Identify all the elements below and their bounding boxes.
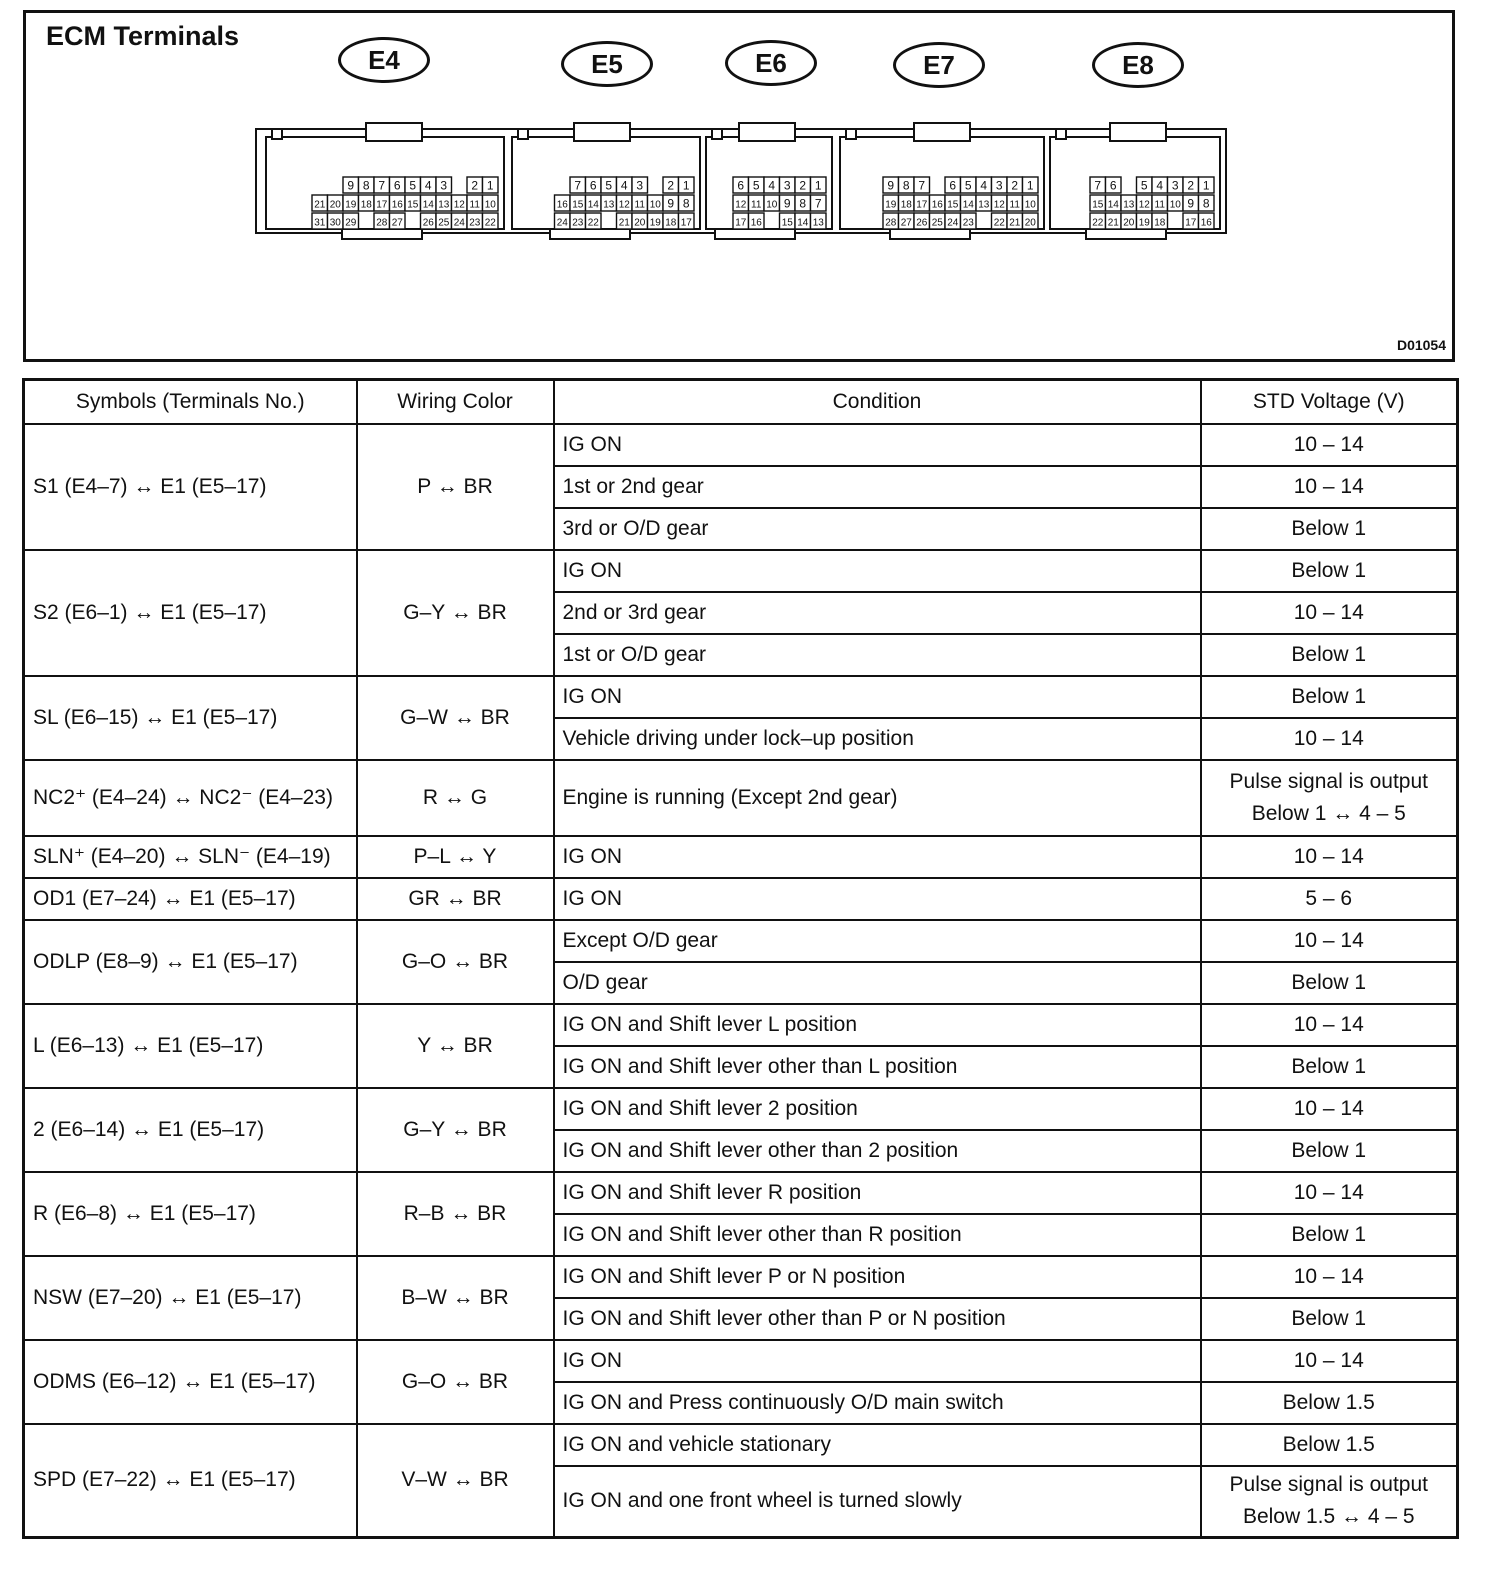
connector-e4-pin-number: 10: [484, 199, 496, 211]
connector-e5-pin-number: 24: [556, 217, 568, 229]
connector-e6-pin-number: 4: [768, 178, 776, 193]
condition-cell: IG ON and Press continuously O/D main switch: [554, 1382, 1201, 1424]
std-voltage-cell: [1201, 424, 1458, 466]
condition-cell: O/D gear: [554, 962, 1201, 1004]
condition-cell: IG ON and Shift lever R position: [554, 1172, 1201, 1214]
connector-e5-pin-number: 17: [680, 217, 692, 229]
voltage-line: Below 1: [1291, 970, 1367, 994]
connector-e8-pin-number: 14: [1107, 199, 1119, 211]
connector-e4-pin-number: 17: [376, 199, 388, 211]
connector-e4-pin-number: 20: [329, 199, 341, 211]
connector-e4-pin-number: 2: [471, 178, 479, 193]
voltage-line: 10 – 14: [1293, 474, 1364, 498]
connector-e4-pin-number: 8: [362, 178, 370, 193]
condition-cell: IG ON and Shift lever P or N position: [554, 1256, 1201, 1298]
terminal-symbol-cell: SL (E6–15) ↔ E1 (E5–17): [24, 676, 357, 760]
std-voltage-cell: [1201, 1130, 1458, 1172]
connector-e4-pin-number: 26: [422, 217, 434, 229]
connector-e6-latch: [739, 123, 795, 141]
connector-e8-pin-number: 3: [1171, 178, 1179, 193]
terminal-symbol-cell: 2 (E6–14) ↔ E1 (E5–17): [24, 1088, 357, 1172]
connector-e4-pin-number: 3: [440, 178, 448, 193]
connector-e8-pin-number: 16: [1200, 217, 1212, 229]
connector-e7-pin-number: 14: [962, 199, 974, 211]
wiring-color-cell: GR ↔ BR: [357, 878, 554, 920]
std-voltage-cell: [1201, 592, 1458, 634]
wiring-color-cell: R–B ↔ BR: [357, 1172, 554, 1256]
terminal-symbol-cell: L (E6–13) ↔ E1 (E5–17): [24, 1004, 357, 1088]
connector-e6-pin-number: 14: [797, 217, 809, 229]
table-row: [24, 760, 1458, 836]
connector-e5-pin-number: 22: [587, 217, 599, 229]
condition-cell: IG ON and vehicle stationary: [554, 1424, 1201, 1466]
connector-e7-pin-number: 23: [962, 217, 974, 229]
connector-e8-pin-number: 21: [1107, 217, 1119, 229]
condition-cell: IG ON: [554, 424, 1201, 466]
connector-e8-pin-number: 9: [1187, 196, 1195, 211]
wiring-color-cell: G–W ↔ BR: [357, 676, 554, 760]
connector-e8-pin-number: 18: [1154, 217, 1166, 229]
connector-e4-pin-number: 28: [376, 217, 388, 229]
connector-e7-pin-number: 12: [993, 199, 1005, 211]
connector-e8-pin-number: 8: [1202, 196, 1210, 211]
header-std-voltage: STD Voltage (V): [1201, 380, 1458, 424]
std-voltage-cell: [1201, 1214, 1458, 1256]
connector-e4-pin-number: 25: [438, 217, 450, 229]
connector-e6-pin-number: 11: [751, 199, 762, 211]
std-voltage-cell: [1201, 1046, 1458, 1088]
connector-e6-pin-number: 9: [783, 196, 791, 211]
connector-e5-pin-number: 1: [682, 178, 690, 193]
connector-e6-pin-number: 3: [783, 178, 791, 193]
std-voltage-cell: [1201, 676, 1458, 718]
voltage-line: 5 – 6: [1305, 886, 1353, 910]
connector-e5-pin-number: 5: [605, 178, 613, 193]
connector-e6-pin-number: 17: [735, 217, 747, 229]
connector-e7-pin-number: 8: [902, 178, 910, 193]
table-row: [24, 1172, 1458, 1214]
std-voltage-cell: [1201, 962, 1458, 1004]
terminal-spec-table: [22, 378, 1459, 1539]
terminal-symbol-cell: SLN⁺ (E4–20) ↔ SLN⁻ (E4–19): [24, 836, 357, 878]
connector-e4-key: [272, 129, 282, 139]
connector-e8-key: [1056, 129, 1066, 139]
header-wiring-color: Wiring Color: [357, 380, 554, 424]
condition-cell: 3rd or O/D gear: [554, 508, 1201, 550]
terminal-symbol-cell: NC2⁺ (E4–24) ↔ NC2⁻ (E4–23): [24, 760, 357, 836]
connector-e8-pin-number: 12: [1138, 199, 1150, 211]
connector-e6-pin-number: 10: [766, 199, 778, 211]
connector-e5-pin-number: 15: [572, 199, 584, 211]
connector-e6-foot: [715, 229, 795, 239]
connector-e8-pin-number: 11: [1154, 199, 1165, 211]
voltage-line: Below 1: [1291, 1306, 1367, 1330]
voltage-line: 10 – 14: [1293, 600, 1364, 624]
terminal-symbol-cell: SPD (E7–22) ↔ E1 (E5–17): [24, 1424, 357, 1538]
std-voltage-cell: [1201, 718, 1458, 760]
std-voltage-cell: [1201, 508, 1458, 550]
wiring-color-cell: G–O ↔ BR: [357, 920, 554, 1004]
connector-e7-pin-number: 26: [916, 217, 928, 229]
connector-e4-pin-number: 29: [345, 217, 357, 229]
terminal-symbol-cell: NSW (E7–20) ↔ E1 (E5–17): [24, 1256, 357, 1340]
condition-cell: Vehicle driving under lock–up position: [554, 718, 1201, 760]
connector-e4-pin-number: 5: [409, 178, 417, 193]
connector-e7-pin-number: 2: [1011, 178, 1019, 193]
std-voltage-cell: [1201, 1340, 1458, 1382]
condition-cell: 1st or 2nd gear: [554, 466, 1201, 508]
diagram-title: ECM Terminals: [46, 21, 240, 51]
table-row: [24, 1004, 1458, 1046]
connector-e4-pin-number: 23: [469, 217, 481, 229]
table-row: [24, 920, 1458, 962]
connector-e7-pin-number: 5: [964, 178, 972, 193]
connector-e7-pin-number: 11: [1009, 199, 1020, 211]
voltage-line: Below 1: [1291, 516, 1367, 540]
connector-e7-pin-number: 27: [900, 217, 912, 229]
connector-e4-pin-number: 1: [486, 178, 494, 193]
voltage-line: Below 1.5: [1282, 1432, 1375, 1456]
connector-e5-pin-number: 13: [603, 199, 615, 211]
connector-e7-pin-number: 13: [978, 199, 990, 211]
std-voltage-cell: [1201, 550, 1458, 592]
connector-e8-pin-number: 15: [1092, 199, 1104, 211]
table-row: [24, 676, 1458, 718]
wiring-color-cell: G–O ↔ BR: [357, 1340, 554, 1424]
condition-cell: IG ON: [554, 1340, 1201, 1382]
std-voltage-cell: [1201, 1382, 1458, 1424]
connector-e5-pin-number: 4: [620, 178, 628, 193]
connector-e6-pin-number: 2: [799, 178, 807, 193]
wiring-color-cell: Y ↔ BR: [357, 1004, 554, 1088]
std-voltage-cell: [1201, 1172, 1458, 1214]
table-row: [24, 550, 1458, 592]
std-voltage-cell: [1201, 1466, 1458, 1538]
table-body: [24, 424, 1458, 1538]
voltage-line: Pulse signal is output: [1229, 769, 1428, 793]
voltage-line-2: Below 1.5 ↔ 4 – 5: [1242, 1505, 1415, 1529]
connector-e4-pin-number: 12: [453, 199, 465, 211]
std-voltage-cell: [1201, 760, 1458, 836]
connector-e4-pin-number: 30: [329, 217, 341, 229]
voltage-line: 10 – 14: [1293, 1180, 1364, 1204]
table-row: [24, 424, 1458, 466]
connector-e8-pin-number: 2: [1187, 178, 1195, 193]
wiring-color-cell: V–W ↔ BR: [357, 1424, 554, 1538]
connector-e5-pin-number: 3: [636, 178, 644, 193]
condition-cell: IG ON and Shift lever other than R position: [554, 1214, 1201, 1256]
connector-label-e5: E5: [561, 41, 653, 87]
connector-e7-pin-number: 10: [1024, 199, 1036, 211]
connector-e5-pin-number: 20: [634, 217, 646, 229]
connector-e6-pin-number: 5: [752, 178, 760, 193]
connector-e5-pin-number: 12: [618, 199, 630, 211]
connector-e4-pin-number: 31: [314, 217, 326, 229]
std-voltage-cell: [1201, 1424, 1458, 1466]
connector-label-e8: E8: [1092, 42, 1184, 88]
connector-e8-foot: [1086, 229, 1166, 239]
wiring-color-cell: R ↔ G: [357, 760, 554, 836]
voltage-line: Below 1.5: [1282, 1390, 1375, 1414]
ecm-terminal-diagram: [23, 10, 1455, 362]
connector-e8-pin-number: 7: [1094, 178, 1102, 193]
connector-e5-key: [518, 129, 528, 139]
connector-e7-pin-number: 6: [949, 178, 957, 193]
condition-cell: Engine is running (Except 2nd gear): [554, 760, 1201, 836]
connector-e7-pin-number: 17: [916, 199, 928, 211]
connector-e4-pin-number: 6: [393, 178, 401, 193]
std-voltage-cell: [1201, 466, 1458, 508]
terminal-symbol-cell: ODMS (E6–12) ↔ E1 (E5–17): [24, 1340, 357, 1424]
connector-e5-pin-number: 14: [587, 199, 599, 211]
table-row: [24, 1424, 1458, 1466]
connector-e4-pin-number: 15: [407, 199, 419, 211]
std-voltage-cell: [1201, 920, 1458, 962]
wiring-color-cell: G–Y ↔ BR: [357, 550, 554, 676]
voltage-line: Below 1: [1291, 684, 1367, 708]
connector-e5-pin-number: 6: [589, 178, 597, 193]
voltage-line: 10 – 14: [1293, 844, 1364, 868]
connector-e5-pin-number: 11: [634, 199, 645, 211]
table-header-row: [24, 380, 1458, 424]
condition-cell: IG ON and Shift lever other than L position: [554, 1046, 1201, 1088]
table-row: [24, 878, 1458, 920]
wiring-color-cell: G–Y ↔ BR: [357, 1088, 554, 1172]
connector-e5-pin-number: 19: [649, 217, 661, 229]
connector-e4-pin-number: 19: [345, 199, 357, 211]
connector-e6-pin-number: 13: [812, 217, 824, 229]
voltage-line: 10 – 14: [1293, 726, 1364, 750]
ecm-connector-drawing: [254, 121, 1230, 257]
connector-e4-foot: [342, 229, 422, 239]
voltage-line: 10 – 14: [1293, 432, 1364, 456]
connector-e6-pin-number: 15: [781, 217, 793, 229]
connector-e6-pin-number: 8: [799, 196, 807, 211]
connector-e6-pin-number: 1: [814, 178, 822, 193]
terminal-symbol-cell: S2 (E6–1) ↔ E1 (E5–17): [24, 550, 357, 676]
voltage-line: Pulse signal is output: [1229, 1473, 1428, 1497]
connector-e4-pin-number: 4: [424, 178, 432, 193]
connector-e8-pin-number: 19: [1138, 217, 1150, 229]
connector-e5-pin-number: 7: [574, 178, 582, 193]
condition-cell: IG ON and Shift lever 2 position: [554, 1088, 1201, 1130]
connector-e8-pin-number: 10: [1169, 199, 1181, 211]
connector-e7-pin-number: 7: [918, 178, 926, 193]
voltage-line: Below 1: [1291, 1054, 1367, 1078]
voltage-line: Below 1: [1291, 1138, 1367, 1162]
terminal-symbol-cell: OD1 (E7–24) ↔ E1 (E5–17): [24, 878, 357, 920]
voltage-line: 10 – 14: [1293, 1264, 1364, 1288]
connector-e5-pin-number: 18: [665, 217, 677, 229]
std-voltage-cell: [1201, 878, 1458, 920]
connector-e8-pin-number: 5: [1140, 178, 1148, 193]
connector-e4-pin-number: 24: [453, 217, 465, 229]
terminal-symbol-cell: R (E6–8) ↔ E1 (E5–17): [24, 1172, 357, 1256]
condition-cell: IG ON: [554, 878, 1201, 920]
connector-e7-pin-number: 16: [931, 199, 943, 211]
connector-e8-latch: [1110, 123, 1166, 141]
voltage-line: 10 – 14: [1293, 1348, 1364, 1372]
connector-e4-pin-number: 21: [314, 199, 326, 211]
voltage-line: Below 1: [1291, 642, 1367, 666]
condition-cell: 2nd or 3rd gear: [554, 592, 1201, 634]
connector-e4-pin-number: 22: [484, 217, 496, 229]
condition-cell: IG ON and one front wheel is turned slowly: [554, 1466, 1201, 1538]
connector-label-e7: E7: [893, 42, 985, 88]
connector-e8-pin-number: 20: [1123, 217, 1135, 229]
connector-e6-pin-number: 6: [737, 178, 745, 193]
connector-e7-pin-number: 21: [1009, 217, 1021, 229]
condition-cell: IG ON and Shift lever other than P or N position: [554, 1298, 1201, 1340]
connector-e5-foot: [550, 229, 630, 239]
connector-e7-pin-number: 9: [887, 178, 895, 193]
connector-e8-pin-number: 4: [1156, 178, 1164, 193]
connector-e7-pin-number: 18: [900, 199, 912, 211]
connector-e7-pin-number: 20: [1024, 217, 1036, 229]
connector-e4-pin-number: 13: [438, 199, 450, 211]
connector-e5-pin-number: 23: [572, 217, 584, 229]
wiring-color-cell: P ↔ BR: [357, 424, 554, 550]
connector-label-e4: E4: [338, 37, 430, 83]
table-row: [24, 1088, 1458, 1130]
connector-e7-foot: [890, 229, 970, 239]
voltage-line: Below 1: [1291, 1222, 1367, 1246]
header-symbols: Symbols (Terminals No.): [24, 380, 357, 424]
voltage-line: 10 – 14: [1293, 1096, 1364, 1120]
condition-cell: IG ON: [554, 836, 1201, 878]
connector-e7-latch: [914, 123, 970, 141]
connector-e4-pin-number: 27: [391, 217, 403, 229]
connector-e7-pin-number: 1: [1026, 178, 1034, 193]
std-voltage-cell: [1201, 1088, 1458, 1130]
terminal-symbol-cell: ODLP (E8–9) ↔ E1 (E5–17): [24, 920, 357, 1004]
voltage-line: 10 – 14: [1293, 928, 1364, 952]
connector-label-e6: E6: [725, 40, 817, 86]
connector-e5-pin-number: 21: [618, 217, 630, 229]
std-voltage-cell: [1201, 1256, 1458, 1298]
connector-e8-pin-number: 22: [1092, 217, 1104, 229]
connector-e7-key: [846, 129, 856, 139]
connector-e8-pin-number: 6: [1109, 178, 1117, 193]
condition-cell: IG ON and Shift lever other than 2 position: [554, 1130, 1201, 1172]
connector-e7-pin-number: 15: [947, 199, 959, 211]
connector-e7-pin-number: 22: [993, 217, 1005, 229]
std-voltage-cell: [1201, 1298, 1458, 1340]
wiring-color-cell: B–W ↔ BR: [357, 1256, 554, 1340]
connector-e5-pin-number: 16: [556, 199, 568, 211]
connector-e8-pin-number: 1: [1202, 178, 1210, 193]
connector-e6-key: [712, 129, 722, 139]
std-voltage-cell: [1201, 836, 1458, 878]
condition-cell: IG ON: [554, 676, 1201, 718]
connector-e7-pin-number: 4: [980, 178, 988, 193]
wiring-color-cell: P–L ↔ Y: [357, 836, 554, 878]
condition-cell: IG ON: [554, 550, 1201, 592]
std-voltage-cell: [1201, 634, 1458, 676]
connector-e4-latch: [366, 123, 422, 141]
connector-e7-pin-number: 24: [947, 217, 959, 229]
connector-e4-pin-number: 9: [347, 178, 355, 193]
voltage-line-2: Below 1 ↔ 4 – 5: [1251, 801, 1406, 825]
header-condition: Condition: [554, 380, 1201, 424]
connector-e7-pin-number: 19: [885, 199, 897, 211]
connector-e5-pin-number: 2: [667, 178, 675, 193]
table-row: [24, 1340, 1458, 1382]
connector-e8-pin-number: 17: [1185, 217, 1197, 229]
condition-cell: 1st or O/D gear: [554, 634, 1201, 676]
std-voltage-cell: [1201, 1004, 1458, 1046]
voltage-line: 10 – 14: [1293, 1012, 1364, 1036]
connector-e4-pin-number: 18: [360, 199, 372, 211]
connector-e7-pin-number: 3: [995, 178, 1003, 193]
connector-e4-pin-number: 14: [422, 199, 434, 211]
connector-e5-latch: [574, 123, 630, 141]
figure-id: D01054: [1396, 337, 1446, 353]
connector-e5-pin-number: 8: [682, 196, 690, 211]
terminal-symbol-cell: S1 (E4–7) ↔ E1 (E5–17): [24, 424, 357, 550]
table-row: [24, 836, 1458, 878]
connector-e6-pin-number: 16: [750, 217, 762, 229]
condition-cell: IG ON and Shift lever L position: [554, 1004, 1201, 1046]
voltage-line: Below 1: [1291, 558, 1367, 582]
connector-e5-pin-number: 10: [649, 199, 661, 211]
connector-e6-pin-number: 12: [735, 199, 747, 211]
connector-e7-pin-number: 25: [931, 217, 943, 229]
connector-e4-pin-number: 16: [391, 199, 403, 211]
connector-e4-pin-number: 11: [469, 199, 480, 211]
connector-e5-pin-number: 9: [667, 196, 675, 211]
condition-cell: Except O/D gear: [554, 920, 1201, 962]
connector-e6-pin-number: 7: [814, 196, 822, 211]
connector-e4-pin-number: 7: [378, 178, 386, 193]
connector-e7-pin-number: 28: [885, 217, 897, 229]
table-row: [24, 1256, 1458, 1298]
connector-e8-pin-number: 13: [1123, 199, 1135, 211]
